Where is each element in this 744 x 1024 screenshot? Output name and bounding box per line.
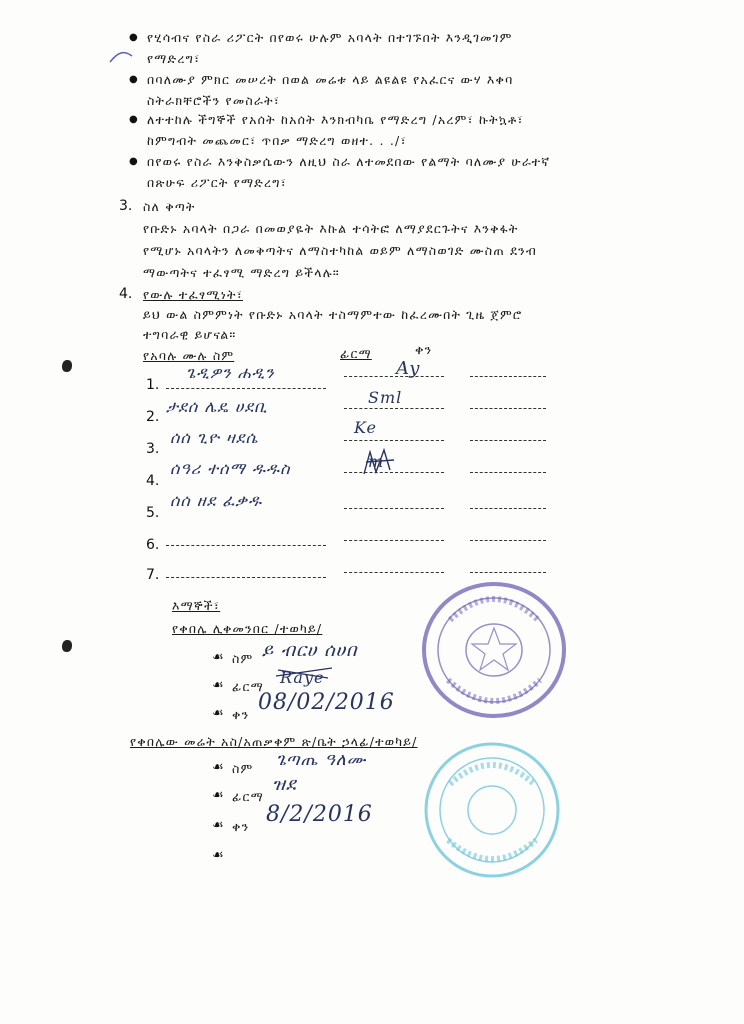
bullet-3-line-2: ከምግብት መጨመር፣ ጥበቃ ማድረግ ወዘተ. . ./፣: [147, 133, 407, 148]
official-stamp-cyan: [422, 740, 562, 880]
receiver-1-sign-label: ፊርማ: [232, 679, 264, 694]
bullet-2-line-2: ስትራክቸሮችን የመስራት፣: [147, 93, 281, 108]
receiver-1-sign-value: Raye: [280, 668, 325, 687]
row-line: [166, 577, 326, 578]
row-3-number: 3.: [146, 441, 160, 457]
row-line: [470, 408, 546, 409]
hand-pointer-icon: ☙: [212, 848, 224, 863]
row-1-number: 1.: [146, 377, 160, 393]
section-3-line-1: የቡድኑ አባላት በጋራ በመወያዬት እኩል ተሳትፎ ለማያደርጉትና እንቅፋት: [143, 221, 519, 236]
column-header-name: የአባሉ ሙሉ ስም: [143, 348, 235, 363]
bullet-dot: ●: [129, 114, 138, 125]
receiver-2-date-label: ቀን: [232, 819, 250, 834]
row-line: [470, 440, 546, 441]
bullet-dot: ●: [129, 32, 138, 43]
section-4-line-1: ይህ ውል ስምምነት የቡድኑ አባላት ተስማምተው ከፈረሙበት ጊዜ ጀምሮ: [143, 307, 523, 322]
official-stamp-purple: [420, 580, 568, 720]
row-1-name: ጌዲዎን ሐዲን: [186, 363, 275, 382]
signature-scribble: [360, 446, 400, 480]
strike-scribble: [274, 660, 334, 684]
row-2-signature: Sml: [368, 388, 403, 407]
receiver-2-name-value: ጌጣጤ ዓለሙ: [276, 750, 367, 770]
row-7-number: 7.: [146, 567, 160, 583]
row-4-name: ሰዓሪ ተሰማ ዱዱስ: [170, 459, 291, 478]
row-4-signature: m: [368, 452, 385, 471]
hand-pointer-icon: ☙: [212, 650, 224, 665]
row-line: [470, 376, 546, 377]
row-3-name: ሰሰ ጊዮ ዛደሴ: [170, 428, 259, 447]
hand-pointer-icon: ☙: [212, 788, 224, 803]
hand-pointer-icon: ☙: [212, 760, 224, 775]
receiver-1-name-value: ይ ብርሀ ሰሀበ: [262, 640, 358, 661]
row-1-signature: Ay: [396, 358, 421, 379]
row-line: [166, 545, 326, 546]
section-3-line-2: የሚሆኑ አባላትን ለመቅጣትና ለማስተካከል ወይም ለማስወገድ ሙስጠ ደንብ: [143, 243, 537, 258]
receiver-2-title: የቀበሌው መሬት አስ/አጠቃቀም ጽ/ቤት ኃላፊ/ተወካይ/: [130, 734, 418, 749]
receiver-1-name-label: ስም: [232, 651, 254, 666]
row-line: [344, 540, 444, 541]
receiver-2-sign-label: ፊርማ: [232, 789, 264, 804]
receiver-1-title: የቀበሌ ሊቀመንበር /ተወካይ/: [172, 621, 323, 636]
punch-hole: [62, 360, 72, 372]
witnesses-title: እማኞች፣: [172, 598, 221, 613]
row-5-name: ሰሰ ዘደ ፈቃዱ: [170, 491, 263, 510]
row-5-number: 5.: [146, 505, 160, 521]
row-line: [344, 376, 444, 377]
bullet-1-line-2: የማድረግ፣: [147, 51, 201, 66]
bullet-dot: ●: [129, 74, 138, 85]
section-3-line-3: ማውጣትና ተፈፃሚ ማድረግ ይችላሉ።: [143, 265, 340, 280]
receiver-1-date-value: 08/02/2016: [258, 690, 395, 715]
row-line: [470, 472, 546, 473]
column-header-signature: ፊርማ: [340, 346, 372, 361]
punch-hole: [62, 640, 72, 652]
receiver-2-sign-value: ዝደ: [272, 774, 297, 795]
hand-pointer-icon: ☙: [212, 706, 224, 721]
receiver-2-name-label: ስም: [232, 761, 254, 776]
row-line: [344, 572, 444, 573]
hand-pointer-icon: ☙: [212, 678, 224, 693]
receiver-2-date-value: 8/2/2016: [266, 802, 373, 827]
bullet-3-line-1: ለተተከሉ ችግኞች የአሰት ከአሰት እንክብካቤ የማድረግ /አረም፣ ኩትኳቶ፣: [147, 112, 524, 127]
column-header-date: ቀን: [415, 342, 433, 357]
row-line: [470, 572, 546, 573]
row-line: [344, 408, 444, 409]
row-3-signature: Ke: [354, 418, 377, 437]
bullet-4-line-2: በጽሁፍ ሪፖርት የማድረግ፣: [147, 175, 287, 190]
section-3-number: 3.: [119, 198, 133, 214]
section-4-number: 4.: [119, 286, 133, 302]
row-6-number: 6.: [146, 537, 160, 553]
row-2-name: ታደሰ ሌዴ ሀደቢ: [166, 397, 268, 416]
bullet-1-line-1: የሂሳብና የስራ ሪፖርት በየወሩ ሁሉም አባላት በተገኙበት እንዲገመገም: [147, 30, 513, 45]
section-4-line-2: ተግባራዊ ይሆናል።: [143, 327, 237, 342]
bullet-4-line-1: በየወሩ የስራ እንቅስቃሴውን ለዚህ ስራ ለተመደበው የልማት ባለሙያ ሁራተኛ: [147, 154, 551, 169]
receiver-1-date-label: ቀን: [232, 707, 250, 722]
row-line: [470, 508, 546, 509]
row-2-number: 2.: [146, 409, 160, 425]
row-line: [344, 508, 444, 509]
row-4-number: 4.: [146, 473, 160, 489]
row-line: [470, 540, 546, 541]
section-4-title: የውሉ ተፈፃሚነት፣: [143, 287, 244, 302]
hand-pointer-icon: ☙: [212, 818, 224, 833]
section-3-title: ስለ ቅጣት: [143, 199, 196, 214]
row-line: [344, 440, 444, 441]
bullet-2-line-1: በባለሙያ ምክር መሠረት በወል መሬቱ ላይ ልዩልዩ የአፈርና ውሃ እቀባ: [147, 72, 514, 87]
pen-mark: [106, 46, 136, 72]
row-line: [166, 388, 326, 389]
bullet-dot: ●: [129, 156, 138, 167]
